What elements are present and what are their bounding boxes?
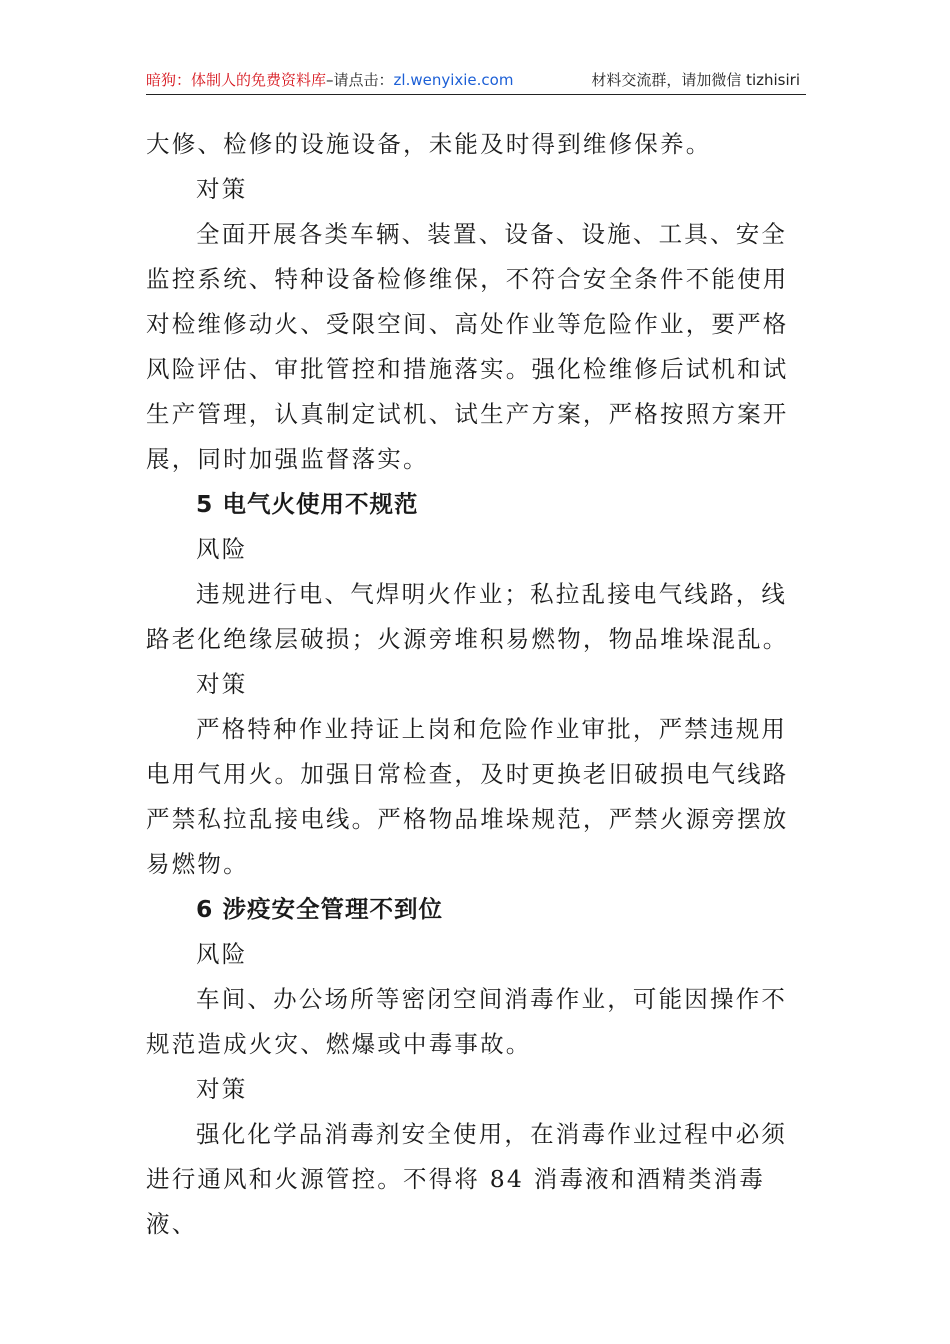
header-click-label: –请点击：	[326, 71, 394, 89]
header-brand: 暗狗：体制人的免费资料库	[146, 71, 327, 89]
paragraph-countermeasure-epidemic: 强化化学品消毒剂安全使用，在消毒作业过程中必须进行通风和火源管控。不得将 84 消毒液和酒精类消毒液、	[146, 1120, 788, 1238]
label-countermeasure: 对策	[196, 670, 248, 698]
label-countermeasure: 对策	[196, 175, 248, 203]
paragraph-countermeasure-maintenance: 全面开展各类车辆、装置、设备、设施、工具、安全监控系统、特种设备检修维保，不符合安全条件不能使用对检维修动火、受限空间、高处作业等危险作业，要严格风险评估、审批管控和措施落实。强化检维修后试机和试生产管理，认真制定试机、试生产方案，严格按照方案开展，同时加强监督落实。	[146, 220, 789, 473]
paragraph-risk-epidemic: 车间、办公场所等密闭空间消毒作业，可能因操作不规范造成火灾、燃爆或中毒事故。	[146, 985, 788, 1058]
header-url-link[interactable]: zl.wenyixie.com	[393, 71, 514, 89]
header-wechat-note: 材料交流群，请加微信 tizhisiri	[591, 71, 800, 89]
page-header	[146, 66, 806, 95]
label-countermeasure: 对策	[196, 1075, 248, 1103]
section-heading-5: 5 电气火使用不规范	[196, 490, 419, 518]
label-risk: 风险	[196, 535, 248, 563]
document-body	[146, 122, 806, 1247]
paragraph-continuation: 大修、检修的设施设备，未能及时得到维修保养。	[146, 130, 712, 158]
section-heading-6: 6 涉疫安全管理不到位	[196, 895, 444, 923]
paragraph-risk-electrical: 违规进行电、气焊明火作业；私拉乱接电气线路，线路老化绝缘层破损；火源旁堆积易燃物，物品堆垛混乱。	[146, 580, 789, 653]
paragraph-countermeasure-electrical: 严格特种作业持证上岗和危险作业审批，严禁违规用电用气用火。加强日常检查，及时更换老旧破损电气线路严禁私拉乱接电线。严格物品堆垛规范，严禁火源旁摆放易燃物。	[146, 715, 789, 878]
label-risk: 风险	[196, 940, 248, 968]
